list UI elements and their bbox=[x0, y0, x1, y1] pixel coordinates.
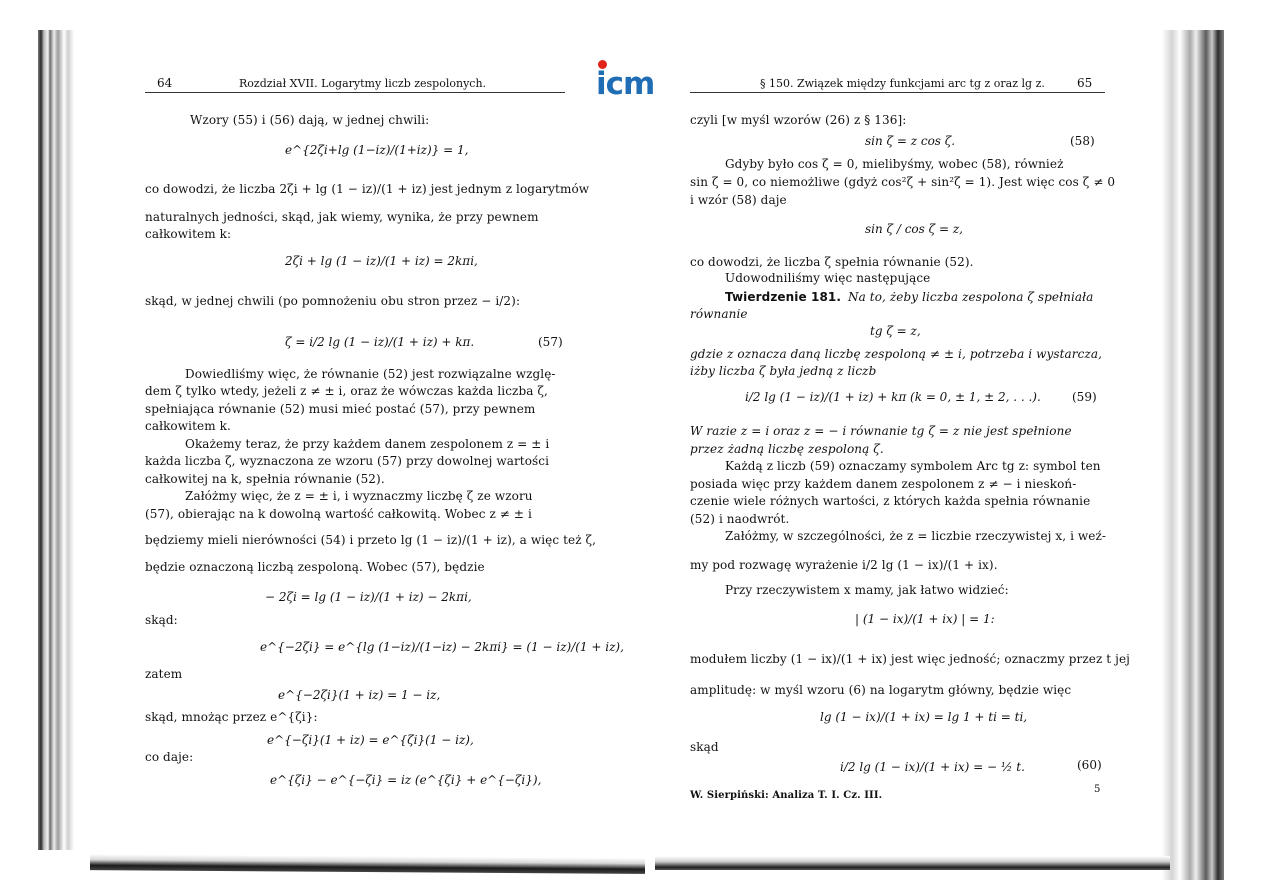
text-line: całkowitem k: bbox=[145, 227, 232, 241]
text-line: naturalnych jedności, skąd, jak wiemy, wynika, że przy pewnem bbox=[145, 210, 539, 224]
right-page-number: 65 bbox=[1077, 76, 1093, 90]
icm-logo bbox=[596, 58, 666, 102]
text-line: co dowodzi, że liczba ζ spełnia równanie (52). bbox=[690, 255, 974, 269]
text-line: co dowodzi, że liczba 2ζi + lg (1 − iz)/(1 + iz) jest jednym z logarytmów bbox=[145, 182, 590, 196]
formula: sin ζ = z cos ζ. bbox=[865, 134, 956, 148]
text-line: skąd, w jednej chwili (po pomnożeniu obu stron przez − i/2): bbox=[145, 294, 521, 308]
formula: e^{2ζi+lg (1−iz)/(1+iz)} = 1, bbox=[285, 143, 469, 157]
text-line: W razie z = i oraz z = − i równanie tg ζ = z nie jest spełnione bbox=[690, 424, 1072, 438]
formula: i/2 lg (1 − ix)/(1 + ix) = − ½ t. bbox=[840, 760, 1025, 774]
text-line: skąd, mnożąc przez e^{ζi}: bbox=[145, 710, 318, 724]
text-line: Okażemy teraz, że przy każdem danem zespolonem z = ± i bbox=[185, 437, 550, 451]
formula: e^{−2ζi} = e^{lg (1−iz)/(1−iz) − 2kπi} = (1 − iz)/(1 + iz), bbox=[260, 640, 624, 654]
left-header bbox=[145, 76, 565, 93]
text-line: Dowiedliśmy więc, że równanie (52) jest rozwiązalne wzglę- bbox=[185, 367, 556, 381]
text-line: posiada więc przy każdem danem zespolonem z ≠ − i nieskoń- bbox=[690, 477, 1077, 491]
text-line: Na to, żeby liczba zespolona ζ spełniała bbox=[848, 290, 1094, 304]
text-line: każda liczba ζ, wyznaczona ze wzoru (57) przy dowolnej wartości bbox=[145, 454, 550, 468]
text-line: (52) i naodwrót. bbox=[690, 512, 790, 526]
text-line: całkowitej na k, spełnia równanie (52). bbox=[145, 472, 385, 486]
text-line: amplitudę: w myśl wzoru (6) na logarytm główny, będzie więc bbox=[690, 683, 1072, 697]
text-line: skąd: bbox=[145, 613, 178, 627]
text-line: skąd bbox=[690, 740, 719, 754]
text-line: Każdą z liczb (59) oznaczamy symbolem Arc tg z: symbol ten bbox=[725, 459, 1101, 473]
signature-mark: 5 bbox=[1094, 784, 1101, 795]
formula: 2ζi + lg (1 − iz)/(1 + iz) = 2kπi, bbox=[285, 254, 478, 268]
footer-signature: W. Sierpiński: Analiza T. I. Cz. III. bbox=[690, 790, 883, 801]
left-page bbox=[145, 0, 624, 894]
scan-left-binding-edge bbox=[38, 30, 80, 850]
formula: e^{−ζi}(1 + iz) = e^{ζi}(1 − iz), bbox=[267, 733, 474, 747]
text-line: sin ζ = 0, co niemożliwe (gdyż cos²ζ + sin²ζ = 1). Jest więc cos ζ ≠ 0 bbox=[690, 175, 1116, 189]
left-running-head: Rozdział XVII. Logarytmy liczb zespolonych. bbox=[239, 77, 487, 90]
text-line: gdzie z oznacza daną liczbę zespoloną ≠ ± i, potrzeba i wystarcza, bbox=[690, 347, 1103, 361]
theorem-title: Twierdzenie 181. bbox=[725, 290, 842, 304]
text-line: Załóżmy więc, że z = ± i, i wyznaczmy liczbę ζ ze wzoru bbox=[185, 489, 533, 503]
text-line: czyli [w myśl wzorów (26) z § 136]: bbox=[690, 113, 907, 127]
formula: − 2ζi = lg (1 − iz)/(1 + iz) − 2kπi, bbox=[265, 590, 472, 604]
text-line: Wzory (55) i (56) dają, w jednej chwili: bbox=[190, 113, 430, 127]
equation-number: (58) bbox=[1070, 134, 1095, 148]
text-line: czenie wiele różnych wartości, z których każda spełnia równanie bbox=[690, 494, 1091, 508]
formula: lg (1 − ix)/(1 + ix) = lg 1 + ti = ti, bbox=[820, 710, 1028, 724]
text-line: Przy rzeczywistem x mamy, jak łatwo widzieć: bbox=[725, 583, 1009, 597]
text-line: my pod rozwagę wyrażenie i/2 lg (1 − ix)/(1 + ix). bbox=[690, 558, 998, 572]
text-line: i wzór (58) daje bbox=[690, 193, 787, 207]
left-page-number: 64 bbox=[157, 76, 173, 90]
right-page bbox=[690, 0, 1130, 894]
logo-text: icm bbox=[596, 66, 655, 102]
text-line: będziemy mieli nierówności (54) i przeto lg (1 − iz)/(1 + iz), a więc też ζ, bbox=[145, 533, 597, 547]
equation-number: (57) bbox=[538, 335, 563, 349]
formula: i/2 lg (1 − iz)/(1 + iz) + kπ (k = 0, ± 1, ± 2, . . .). bbox=[745, 390, 1041, 404]
formula: e^{−2ζi}(1 + iz) = 1 − iz, bbox=[278, 688, 441, 702]
text-line: będzie oznaczoną liczbą zespoloną. Wobec (57), będzie bbox=[145, 560, 485, 574]
scan-right-binding-edge bbox=[1162, 30, 1224, 880]
text-line: Gdyby było cos ζ = 0, mielibyśmy, wobec (58), również bbox=[725, 157, 1064, 171]
equation-number: (59) bbox=[1072, 390, 1097, 404]
equation-number: (60) bbox=[1077, 758, 1102, 772]
text-line: Udowodniliśmy więc następujące bbox=[725, 271, 931, 285]
text-line: przez żadną liczbę zespoloną ζ. bbox=[690, 442, 884, 456]
text-line: co daje: bbox=[145, 750, 194, 764]
right-running-head: § 150. Związek między funkcjami arc tg z oraz lg z. bbox=[760, 77, 1045, 90]
right-header bbox=[690, 76, 1105, 93]
text-line: równanie bbox=[690, 307, 748, 321]
text-line: dem ζ tylko wtedy, jeżeli z ≠ ± i, oraz że wówczas każda liczba ζ, bbox=[145, 384, 548, 398]
text-line: Załóżmy, w szczególności, że z = liczbie rzeczywistej x, i weź- bbox=[725, 529, 1107, 543]
text-line: (57), obierając na k dowolną wartość całkowitą. Wobec z ≠ ± i bbox=[145, 507, 532, 521]
text-line: spełniająca równanie (52) musi mieć postać (57), przy pewnem bbox=[145, 402, 536, 416]
formula: ζ = i/2 lg (1 − iz)/(1 + iz) + kπ. bbox=[285, 335, 475, 349]
text-line: zatem bbox=[145, 667, 183, 681]
formula: | (1 − ix)/(1 + ix) | = 1: bbox=[855, 612, 995, 626]
text-line: iżby liczba ζ była jedną z liczb bbox=[690, 364, 877, 378]
text-line: modułem liczby (1 − ix)/(1 + ix) jest więc jedność; oznaczmy przez t jej bbox=[690, 652, 1130, 666]
formula: sin ζ / cos ζ = z, bbox=[865, 222, 963, 236]
formula: e^{ζi} − e^{−ζi} = iz (e^{ζi} + e^{−ζi}), bbox=[270, 773, 542, 787]
formula: tg ζ = z, bbox=[870, 324, 921, 338]
text-line: całkowitem k. bbox=[145, 419, 231, 433]
